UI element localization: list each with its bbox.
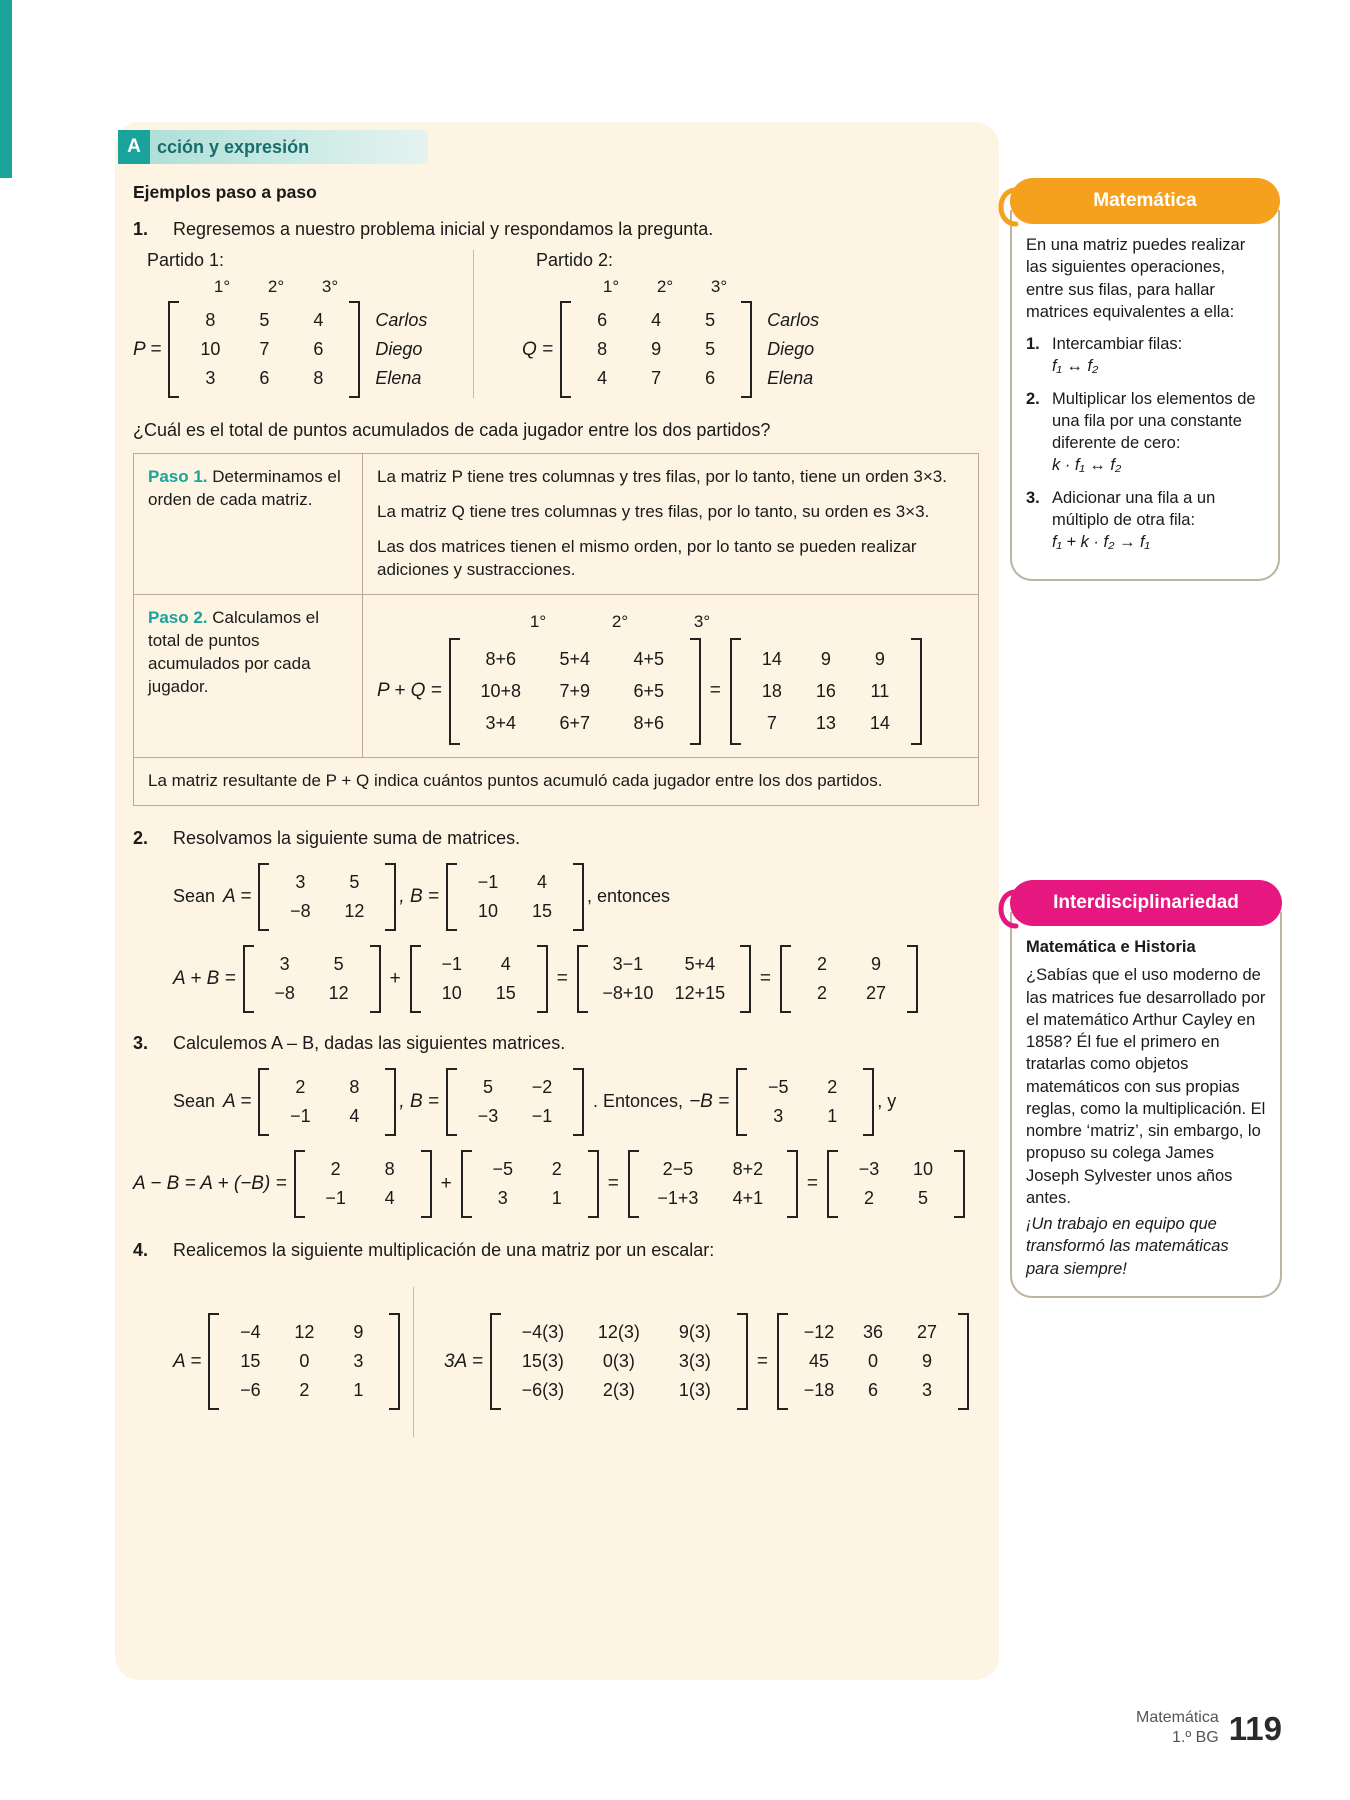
sum-label: A + B =	[173, 967, 236, 989]
matrix-cell: 8+6	[485, 648, 517, 669]
equals-sign: =	[806, 1172, 818, 1194]
list-item	[1026, 388, 1264, 477]
matrix-cell: 9	[651, 339, 662, 359]
col-header: 1°	[213, 277, 231, 296]
matrix-cell: 5	[333, 953, 344, 974]
partido-2	[473, 250, 852, 398]
page-number: 119	[1228, 1710, 1282, 1747]
list-item-label: Adicionar una fila a un múltiplo de otra fila:	[1052, 488, 1216, 529]
matrix-diff-expanded	[628, 1150, 798, 1218]
matrix-negB	[736, 1068, 874, 1136]
matrix-cell: 10	[912, 1158, 934, 1179]
equals-sign: =	[756, 1350, 769, 1372]
matrix-A-name: A =	[223, 1090, 252, 1112]
item-3	[133, 1033, 983, 1054]
partido-1-title: Partido 1:	[147, 250, 225, 270]
matrix-P-row-labels	[363, 301, 457, 398]
step-1-label-rest: Determinamos el orden de cada matriz.	[148, 467, 341, 509]
row-label: Carlos	[375, 310, 428, 330]
matrix-cell: 8	[313, 368, 324, 388]
matrix-cell: 3	[205, 368, 216, 388]
item-4-text: Realicemos la siguiente multiplicación de una matriz por un escalar:	[173, 1239, 715, 1260]
matrix-cell: 7	[259, 339, 270, 359]
matrix-cell: 2	[816, 982, 827, 1003]
matrix-A-2	[243, 945, 381, 1013]
list-item-label: Multiplicar los elementos de una fila por una constante diferente de cero:	[1052, 389, 1256, 453]
matrix-cell: 6+5	[633, 680, 665, 701]
sidebar-matematica-list	[1026, 333, 1264, 553]
item-2	[133, 828, 983, 849]
matrix-cell: −1	[290, 1105, 311, 1126]
matrix-cell: 10	[200, 339, 221, 359]
matrix-cell: 8+2	[732, 1158, 764, 1179]
matrix-cell: 8	[597, 339, 608, 359]
footer-line-2: 1.º BG	[1172, 1729, 1219, 1746]
matrix-cell: 8+6	[633, 713, 665, 734]
matrix-cell: 3	[773, 1105, 784, 1126]
matrix-cell: 2	[863, 1187, 874, 1208]
matrix-cell: −6	[240, 1380, 261, 1401]
matrix-cell: 2(3)	[602, 1380, 635, 1401]
matrix-cell: 3−1	[612, 953, 644, 974]
equals-sign: =	[556, 967, 568, 989]
matrix-P-name: P =	[133, 338, 162, 360]
matrix-cell: 6+7	[559, 713, 591, 734]
matrix-cell: 5	[482, 1076, 493, 1097]
matrix-cell: 3+4	[485, 713, 517, 734]
matrix-3A-result	[777, 1313, 969, 1410]
matrix-diff-result	[827, 1150, 965, 1218]
matrix-negB-b	[461, 1150, 599, 1218]
matrix-cell: −8	[274, 982, 295, 1003]
y-label: , y	[877, 1091, 897, 1112]
list-item	[1026, 487, 1264, 554]
table-row	[134, 454, 979, 595]
matrix-cell: 2	[295, 1076, 306, 1097]
item-2-solution	[133, 945, 983, 1013]
matrix-cell: 7	[651, 368, 662, 388]
vertical-divider	[413, 1287, 414, 1437]
col-header: 3°	[710, 277, 728, 296]
matrix-cell: 27	[917, 1322, 938, 1343]
matrix-cell: 8	[205, 310, 216, 330]
matrix-P	[168, 301, 360, 398]
matrix-cell: 9(3)	[678, 1322, 711, 1343]
step-1-content	[363, 454, 979, 595]
col-header: 3°	[321, 277, 339, 296]
matrix-cell: −2	[531, 1076, 553, 1097]
examples-subtitle: Ejemplos paso a paso	[133, 182, 317, 202]
matrix-cell: 4	[536, 871, 547, 892]
equals-sign: =	[759, 967, 771, 989]
matrix-cell: 45	[809, 1351, 830, 1372]
matrix-cell: −8	[290, 900, 311, 921]
matrix-cell: 5	[917, 1187, 928, 1208]
matrix-cell: 12	[328, 982, 349, 1003]
item-3-solution	[133, 1150, 983, 1218]
matrix-cell: 8	[349, 1076, 360, 1097]
section-header-chip	[118, 130, 428, 164]
step-2-label: Paso 2.	[148, 607, 208, 627]
matrix-cell: 14	[869, 713, 890, 734]
list-item-formula: f₁ ↔ f₂	[1052, 357, 1099, 376]
item-4-matrix-A-block	[133, 1313, 403, 1410]
item-4	[133, 1240, 983, 1261]
matrix-A3-b	[294, 1150, 432, 1218]
matrix-cell: 1(3)	[678, 1380, 711, 1401]
matrix-cell: 11	[870, 680, 890, 701]
difference-label: A − B = A + (−B) =	[133, 1172, 287, 1194]
matrix-cell: 0	[299, 1351, 310, 1372]
sidebar-interdisciplinariedad-italic: ¡Un trabajo en equipo que transformó las matemáticas para siempre!	[1026, 1215, 1229, 1278]
matrix-B	[446, 863, 584, 931]
matrix-cell: −1	[441, 953, 463, 974]
matrix-cell: 15	[240, 1351, 261, 1372]
matrix-cell: 4+1	[732, 1187, 764, 1208]
matrix-PQ-expanded	[449, 638, 701, 745]
footer-line-1: Matemática	[1136, 1709, 1219, 1726]
matrix-cell: 1	[827, 1105, 838, 1126]
matrix-cell: 2	[551, 1158, 562, 1179]
matrix-cell: 15	[531, 900, 553, 921]
step-2-equation	[377, 638, 964, 745]
item-1-number: 1.	[133, 219, 149, 239]
item-2-number: 2.	[133, 827, 149, 848]
matrix-cell: 4	[313, 310, 324, 330]
matrix-cell: 1	[353, 1380, 364, 1401]
matrix-cell: 4	[349, 1105, 360, 1126]
sidebar-matematica-intro: En una matriz puedes realizar las siguientes operaciones, entre sus filas, para hallar matrices equivalentes a ella:	[1026, 236, 1246, 321]
step-2-col-headers	[377, 607, 964, 638]
matrix-cell: 10	[477, 900, 499, 921]
sum-label: P + Q =	[377, 680, 442, 702]
question-text: ¿Cuál es el total de puntos acumulados de cada jugador entre los dos partidos?	[133, 420, 771, 440]
matrix-cell: 9	[353, 1322, 364, 1343]
matrix-cell: 0(3)	[602, 1351, 635, 1372]
matrix-cell: 4+5	[633, 648, 665, 669]
matrix-Q-name: Q =	[522, 338, 554, 360]
matrix-cell: 2	[330, 1158, 341, 1179]
matrix-cell: −5	[492, 1158, 514, 1179]
sidebar-matematica-body	[1010, 210, 1280, 581]
partidos-container	[133, 250, 983, 398]
matrix-cell: −1+3	[657, 1187, 699, 1208]
matrix-B-2	[410, 945, 548, 1013]
matrix-cell: 3	[279, 953, 290, 974]
matrix-cell: 10	[441, 982, 462, 1003]
matrix-B3	[446, 1068, 584, 1136]
matrix-cell: 6	[705, 368, 716, 388]
matrix-Q-row	[522, 301, 852, 398]
item-3-definition	[133, 1068, 983, 1136]
matrix-cell: 9	[870, 953, 881, 974]
matrix-cell: 36	[863, 1322, 884, 1343]
plus-sign: +	[440, 1172, 452, 1194]
matrix-cell: 14	[761, 648, 782, 669]
sidebar-interdisciplinariedad-subtitle: Matemática e Historia	[1026, 938, 1196, 956]
partido-2-title: Partido 2:	[536, 250, 614, 270]
matrix-cell: 9	[874, 648, 885, 669]
steps-note: La matriz resultante de P + Q indica cuántos puntos acumuló cada jugador entre los dos partidos.	[134, 757, 979, 805]
partido-1-col-headers	[133, 273, 463, 301]
list-item-number: 1.	[1026, 335, 1040, 354]
steps-table	[133, 453, 979, 806]
sidebar-box-interdisciplinariedad	[1010, 880, 1282, 1298]
matrix-cell: 3	[922, 1380, 933, 1401]
row-label: Diego	[767, 339, 815, 359]
matrix-cell: −8+10	[602, 982, 654, 1003]
matrix-B-name: , B =	[399, 1090, 439, 1112]
matrix-cell: 12(3)	[597, 1322, 640, 1343]
matrix-cell: 10+8	[480, 680, 522, 701]
row-label: Elena	[767, 368, 814, 388]
matrix-cell: 12	[344, 900, 365, 921]
step-1-label-cell	[134, 454, 363, 595]
item-2-text: Resolvamos la siguiente suma de matrices.	[173, 827, 521, 848]
matrix-cell: 5+4	[559, 648, 591, 669]
list-item-formula: k · f₁ ↔ f₂	[1052, 456, 1122, 475]
matrix-cell: 7	[766, 713, 777, 734]
matrix-Q-row-labels	[755, 301, 849, 398]
matrix-cell: 2	[816, 953, 827, 974]
matrix-Q	[560, 301, 752, 398]
col-header: 1°	[602, 277, 620, 296]
matrix-cell: −1	[325, 1187, 346, 1208]
matrix-cell: −4(3)	[521, 1322, 565, 1343]
matrix-P-row	[133, 301, 463, 398]
matrix-cell: 4	[500, 953, 511, 974]
list-item-number: 2.	[1026, 389, 1040, 408]
matrix-A3	[258, 1068, 396, 1136]
row-label: Carlos	[767, 310, 820, 330]
sean-label: Sean	[173, 886, 216, 907]
item-3-text: Calculemos A – B, dadas las siguientes matrices.	[173, 1032, 566, 1053]
matrix-A4	[208, 1313, 400, 1410]
matrix-cell: 3	[497, 1187, 508, 1208]
matrix-cell: 3(3)	[678, 1351, 711, 1372]
item-4-content	[133, 1287, 983, 1437]
item-1	[133, 219, 983, 240]
matrix-cell: 15	[495, 982, 516, 1003]
item-4-scalar-equation	[444, 1313, 972, 1410]
matrix-cell: 8	[384, 1158, 395, 1179]
entonces-label: , entonces	[587, 886, 671, 907]
scalar-label: 3A =	[444, 1350, 483, 1372]
sidebar-matematica-title: Matemática	[1010, 178, 1280, 224]
matrix-cell: −12	[803, 1322, 835, 1343]
list-item-label: Intercambiar filas:	[1052, 335, 1183, 354]
matrix-cell: 5	[705, 339, 716, 359]
matrix-cell: 5	[259, 310, 270, 330]
step-1-p1: La matriz P tiene tres columnas y tres filas, por lo tanto, tiene un orden 3×3.	[377, 467, 947, 486]
matrix-cell: −3	[477, 1105, 499, 1126]
entonces-label: . Entonces,	[593, 1091, 684, 1112]
col-header: 3°	[693, 611, 711, 631]
matrix-cell: −1	[531, 1105, 553, 1126]
matrix-cell: 0	[868, 1351, 879, 1372]
col-header: 2°	[656, 277, 674, 296]
matrix-sum-result	[780, 945, 918, 1013]
matrix-B-name: , B =	[399, 885, 439, 907]
step-1-label: Paso 1.	[148, 467, 208, 486]
table-row	[134, 594, 979, 757]
matrix-cell: 2−5	[662, 1158, 694, 1179]
matrix-PQ-result	[730, 638, 922, 745]
matrix-negB-name: −B =	[689, 1090, 730, 1112]
matrix-cell: 2	[299, 1380, 310, 1401]
matrix-A	[258, 863, 396, 931]
item-2-definition	[133, 863, 983, 931]
matrix-cell: 15(3)	[521, 1351, 564, 1372]
matrix-cell: 27	[865, 982, 887, 1003]
matrix-cell: −5	[767, 1076, 789, 1097]
matrix-cell: 4	[597, 368, 608, 388]
matrix-cell: 6	[597, 310, 608, 330]
matrix-cell: 3	[353, 1351, 364, 1372]
matrix-cell: 7+9	[559, 680, 591, 701]
sidebar-interdisciplinariedad-body	[1010, 912, 1282, 1298]
row-label: Diego	[375, 339, 423, 359]
item-1-text: Regresemos a nuestro problema inicial y respondamos la pregunta.	[173, 219, 714, 239]
matrix-cell: 12	[294, 1322, 315, 1343]
matrix-3A-expanded	[490, 1313, 748, 1410]
matrix-cell: 4	[651, 310, 662, 330]
partido-1	[133, 250, 463, 398]
matrix-A-name: A =	[223, 885, 252, 907]
list-item	[1026, 333, 1264, 378]
col-header: 2°	[611, 611, 629, 631]
list-item-formula: f₁ + k · f₂ → f₁	[1052, 533, 1150, 552]
matrix-cell: 6	[259, 368, 270, 388]
document-content	[133, 182, 983, 1437]
matrix-cell: 2	[827, 1076, 838, 1097]
equals-sign: =	[709, 680, 721, 702]
matrix-cell: 5+4	[684, 953, 716, 974]
step-1-p2: La matriz Q tiene tres columnas y tres filas, por lo tanto, su orden es 3×3.	[377, 501, 930, 521]
matrix-cell: −4	[240, 1322, 261, 1343]
partido-2-col-headers	[522, 273, 852, 301]
sean-label: Sean	[173, 1091, 216, 1112]
matrix-cell: 18	[761, 680, 782, 701]
step-2-label-cell	[134, 594, 363, 757]
matrix-sum-expanded	[577, 945, 751, 1013]
row-label: Elena	[375, 368, 422, 388]
sidebar-box-matematica	[1010, 178, 1280, 581]
step-2-content	[363, 594, 979, 757]
matrix-cell: 9	[820, 648, 831, 669]
matrix-cell: 6	[313, 339, 324, 359]
section-letter: A	[118, 130, 150, 164]
matrix-cell: 1	[551, 1187, 562, 1208]
matrix-cell: 4	[384, 1187, 395, 1208]
equals-sign: =	[607, 1172, 619, 1194]
item-3-number: 3.	[133, 1032, 149, 1053]
sidebar-interdisciplinariedad-text: ¿Sabías que el uso moderno de las matrices fue desarrollado por el matemático Arthur Cayley en 1858? Él fue el primero en tratarlas como objetos matemáticos con sus propias reglas, como la multiplicación. El nombre ‘matriz’, sin embargo, lo propuso su colega James Joseph Sylvester unos años antes.	[1026, 966, 1266, 1207]
matrix-cell: 5	[705, 310, 716, 330]
plus-sign: +	[389, 967, 401, 989]
step-1-p3: Las dos matrices tienen el mismo orden, por lo tanto se pueden realizar adiciones y sustracciones.	[377, 536, 917, 579]
item-4-number: 4.	[133, 1239, 149, 1260]
page-footer	[1136, 1708, 1282, 1748]
matrix-cell: 13	[815, 713, 836, 734]
step-2-label-rest: Calculamos el total de puntos acumulados por cada jugador.	[148, 607, 320, 696]
matrix-cell: −6(3)	[521, 1380, 565, 1401]
matrix-cell: −1	[477, 871, 499, 892]
col-header: 1°	[529, 611, 547, 631]
footer-subject	[1136, 1708, 1229, 1748]
section-label: cción y expresión	[157, 136, 310, 157]
matrix-cell: 16	[815, 680, 836, 701]
matrix-cell: 12+15	[674, 982, 726, 1003]
matrix-cell: 6	[868, 1380, 879, 1401]
matrix-cell: −18	[803, 1380, 835, 1401]
matrix-A-name: A =	[173, 1350, 202, 1372]
list-item-number: 3.	[1026, 488, 1040, 507]
matrix-cell: 9	[922, 1351, 933, 1372]
table-row	[134, 757, 979, 805]
sidebar-interdisciplinariedad-title: Interdisciplinariedad	[1010, 880, 1282, 926]
matrix-cell: 3	[295, 871, 306, 892]
matrix-cell: 5	[349, 871, 360, 892]
left-accent-bar	[0, 0, 12, 178]
matrix-cell: −3	[858, 1158, 880, 1179]
col-header: 2°	[267, 277, 285, 296]
